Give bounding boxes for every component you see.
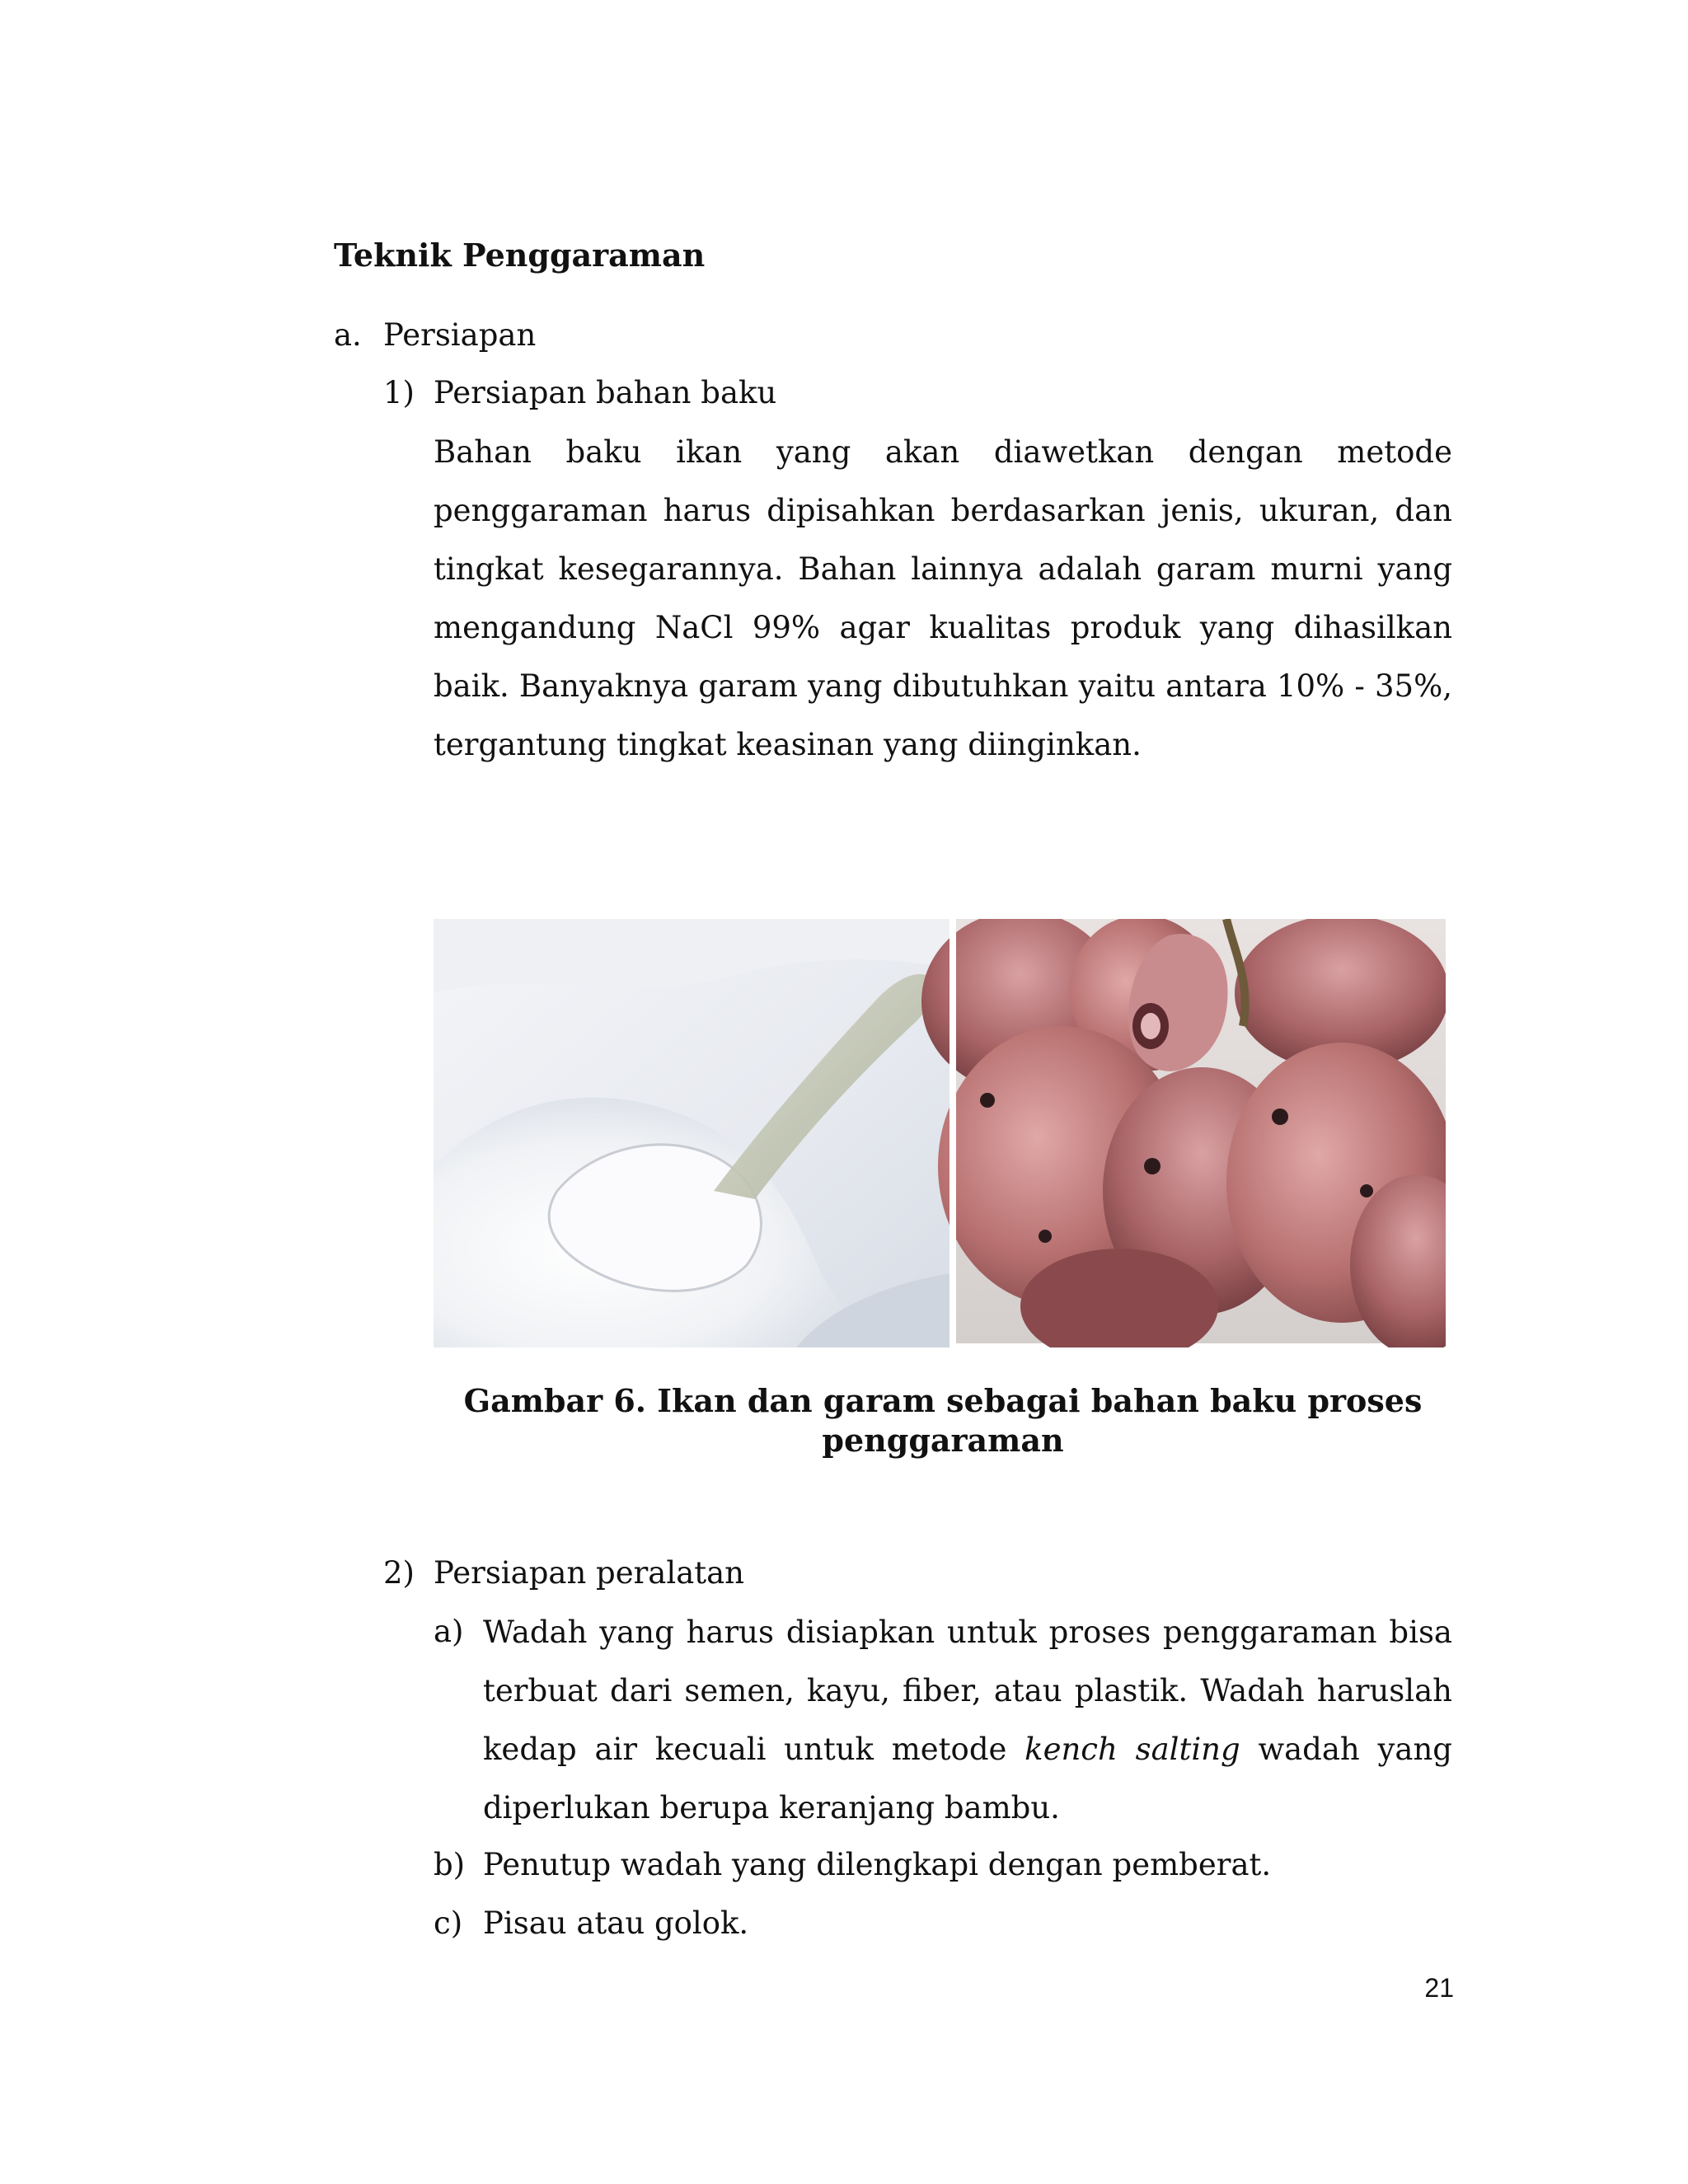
item-2a-text-before: Wadah yang harus disiapkan untuk proses penggaraman bisa terbuat dari semen, kayu, fiber, atau plastik. Wadah haruslah kedap air kecuali untuk metode <box>483 1615 1452 1767</box>
item-2b-text: Penutup wadah yang dilengkapi dengan pemberat. <box>483 1847 1272 1882</box>
list-marker-a: a. <box>334 317 362 353</box>
list-marker-2b: b) <box>434 1847 466 1882</box>
item-1-title: Persiapan bahan baku <box>434 375 777 410</box>
section-heading: Teknik Penggaraman <box>334 237 706 274</box>
list-marker-2a: a) <box>434 1614 464 1649</box>
caption-line-2: penggaraman <box>822 1422 1064 1459</box>
list-marker-1: 1) <box>383 375 415 410</box>
item-1-paragraph: Bahan baku ikan yang akan diawetkan dengan metode penggaraman harus dipisahkan berdasarkan jenis, ukuran, dan tingkat kesegarannya. Bahan lainnya adalah garam murni yang mengandung NaCl 99% agar kualitas produk yang dihasilkan baik. Banyaknya garam yang dibutuhkan yaitu antara 10% - 35%, tergantung tingkat keasinan yang diinginkan. <box>434 434 1452 762</box>
figure-caption <box>434 1381 1452 1460</box>
list-marker-2c: c) <box>434 1905 463 1941</box>
section-a-title: Persiapan <box>383 317 537 353</box>
item-2-title: Persiapan peralatan <box>434 1555 745 1591</box>
figure-image <box>434 919 1446 1347</box>
item-2a-paragraph <box>483 1603 1452 1837</box>
salt-spoon-photo <box>434 919 951 1347</box>
list-marker-2: 2) <box>383 1555 415 1591</box>
page-number: 21 <box>1424 1973 1454 2003</box>
red-snapper-fish-photo <box>921 919 1446 1347</box>
item-2a-italic-term: kench salting <box>1025 1732 1240 1767</box>
item-2a-text-after: wadah yang diperlukan berupa keranjang bambu. <box>483 1732 1452 1825</box>
caption-line-1: Gambar 6. Ikan dan garam sebagai bahan baku proses <box>463 1382 1423 1419</box>
item-2c-text: Pisau atau golok. <box>483 1905 749 1941</box>
